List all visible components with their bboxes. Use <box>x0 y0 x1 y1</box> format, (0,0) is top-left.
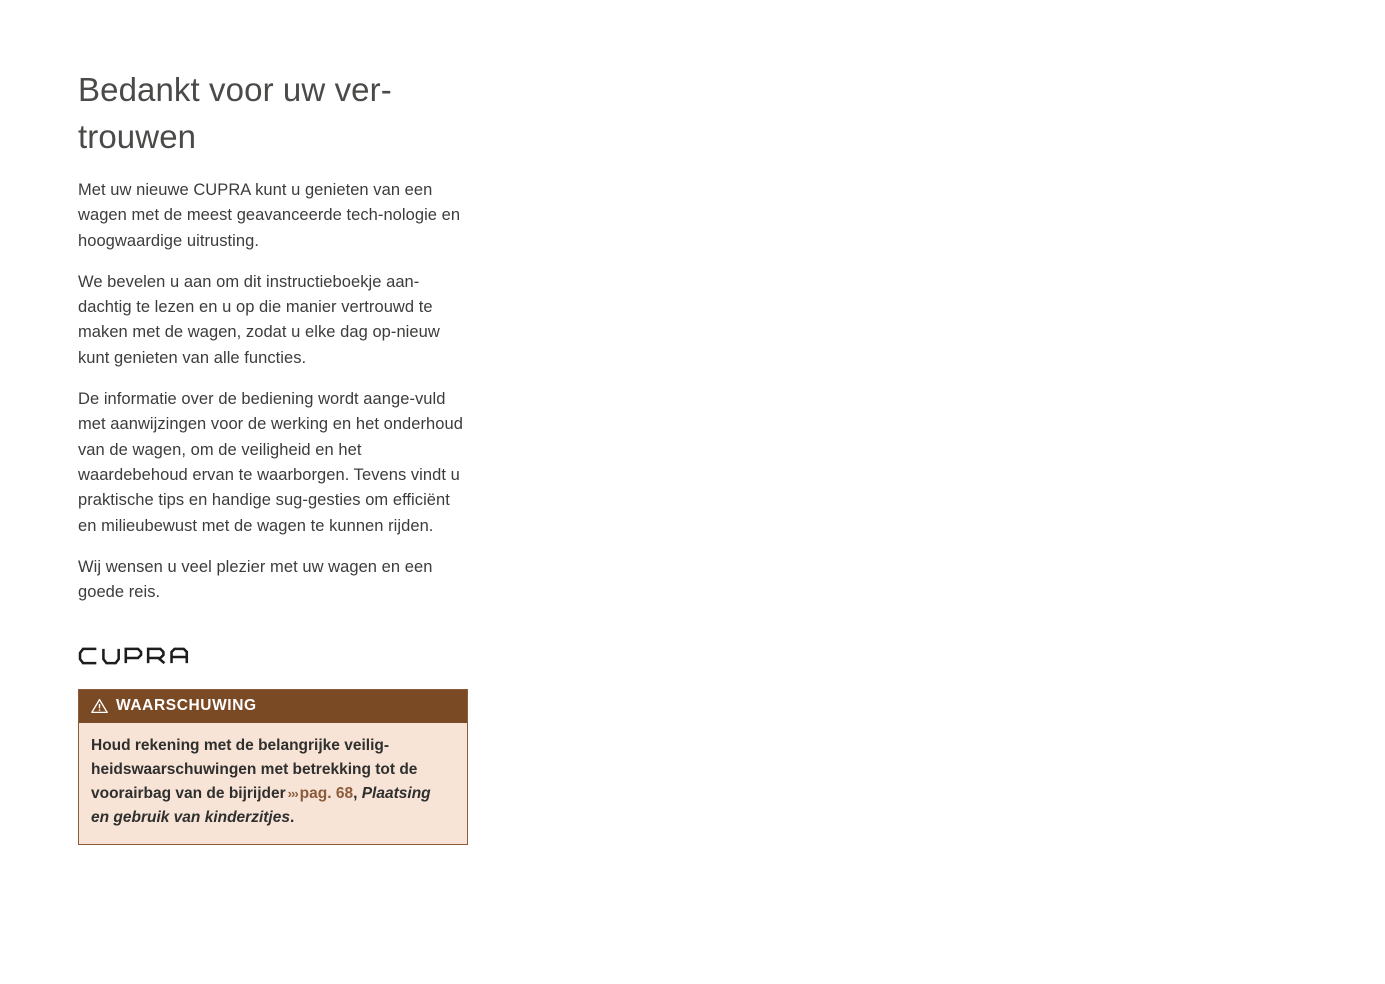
warning-section-reference: Plaatsing en gebruik van kinderzitjes <box>91 785 431 827</box>
page-title: Bedankt voor uw ver- trouwen <box>78 71 392 155</box>
page-reference-arrows-icon: ››› <box>287 786 298 802</box>
warning-body <box>79 723 467 844</box>
intro-paragraph-2: We bevelen u aan om dit instructieboekje aan-dachtig te lezen en u op die manier vertrouwd te maken met de wagen, zodat u elke dag op-nieuw kunt genieten van alle functies. <box>78 272 440 367</box>
warning-period: . <box>289 809 295 827</box>
page-reference-link[interactable]: pag. 68 <box>299 785 354 803</box>
warning-header <box>79 690 467 723</box>
intro-paragraph-3: De informatie over de bediening wordt aange-vuld met aanwijzingen voor de werking en het onderhoud van de wagen, om de veiligheid en het waardebehoud ervan te waarborgen. Tevens vindt u praktische tips en handige sug-gesties om efficiënt en milieubewust met de wagen te kunnen rijden. <box>78 390 463 535</box>
warning-triangle-icon <box>91 698 108 714</box>
warning-box <box>78 689 468 845</box>
intro-paragraph-1: Met uw nieuwe CUPRA kunt u genieten van een wagen met de meest geavanceerde tech-nologie en hoogwaardige uitrusting. <box>78 181 461 250</box>
warning-comma: , <box>353 785 358 803</box>
intro-paragraph-4: Wij wensen u veel plezier met uw wagen en een goede reis. <box>78 557 433 602</box>
warning-text: Houd rekening met de belangrijke veilig-heidswaarschuwingen met betrekking tot de voorairbag van de bijrijder <box>91 737 418 803</box>
content-column <box>78 66 478 845</box>
cupra-logo <box>78 645 200 667</box>
warning-header-label: WAARSCHUWING <box>116 697 257 715</box>
